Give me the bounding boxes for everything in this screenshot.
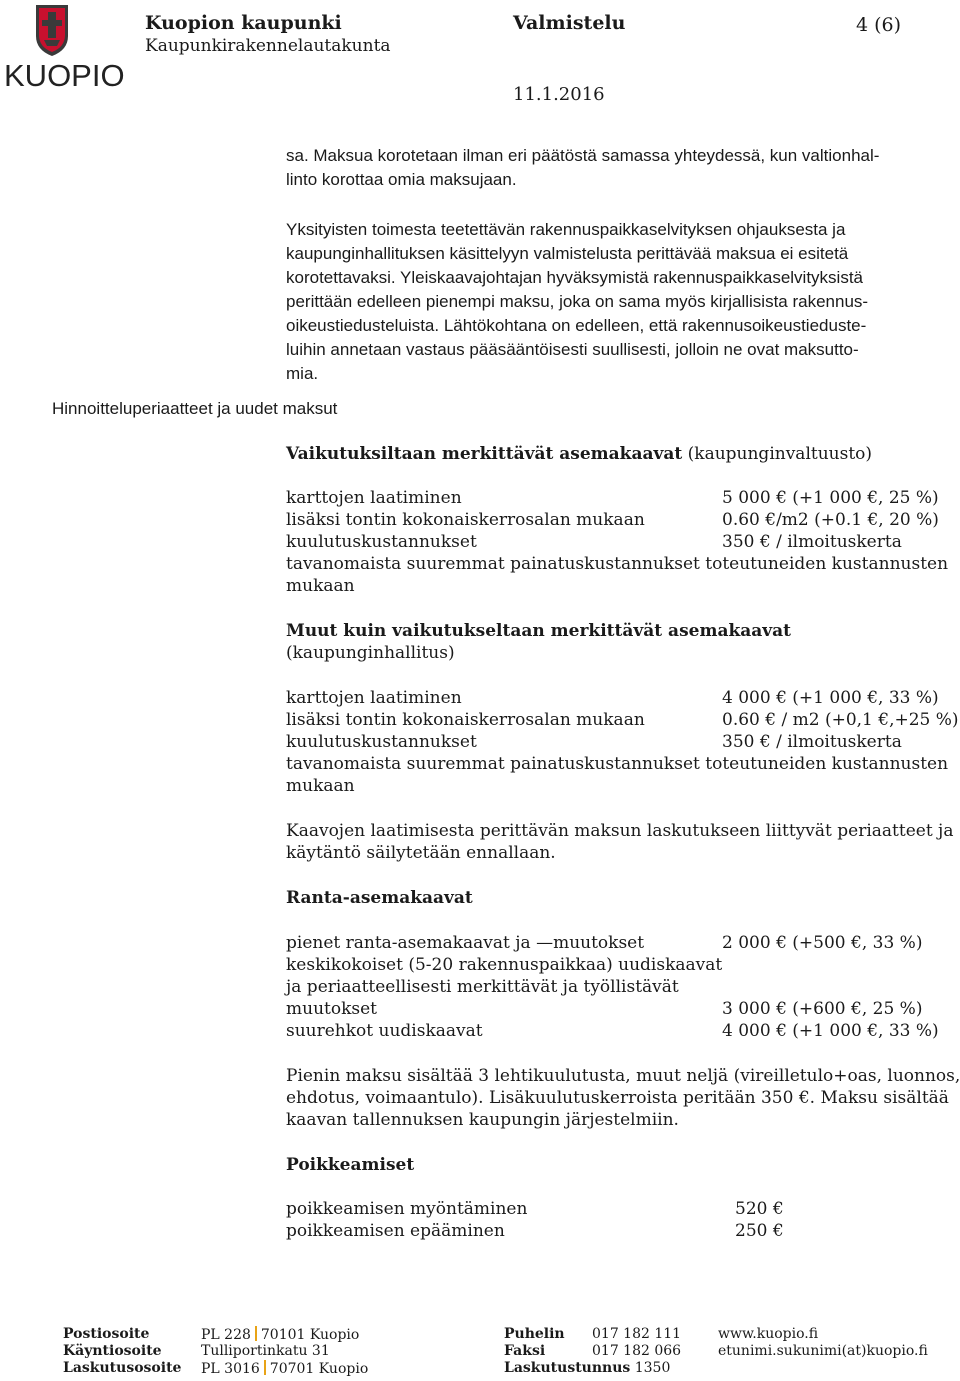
footer-postal-value <box>201 1326 359 1343</box>
section3-row-label: muutokset <box>286 999 378 1019</box>
logo-wordmark: KUOPIO <box>4 58 125 93</box>
text-line: mia. <box>286 364 319 383</box>
footer-visit-label: Käyntiosoite <box>63 1343 162 1359</box>
section4-row-value: 250 € <box>735 1221 784 1241</box>
document-date: 11.1.2016 <box>513 84 605 105</box>
section1-row-label: lisäksi tontin kokonaiskerrosalan mukaan <box>286 510 645 530</box>
footer-phone-value: 017 182 111 <box>592 1326 682 1342</box>
text-line: korotettavaksi. Yleiskaavajohtajan hyväksymistä rakennuspaikkaselvityksistä <box>286 268 864 287</box>
section2-row-value: 4 000 € (+1 000 €, 33 %) <box>722 688 939 708</box>
text-line: sa. Maksua korotetaan ilman eri päätöstä samassa yhteydessä, kun valtionhal- <box>286 146 880 165</box>
section2-row-label: kuulutuskustannukset <box>286 732 477 752</box>
text-line: perittään edelleen pienempi maksu, joka on sama myös kirjallisista rakennus- <box>286 292 869 311</box>
section3-row-value: 2 000 € (+500 €, 33 %) <box>722 933 923 953</box>
section4-row-label: poikkeamisen myöntäminen <box>286 1199 528 1219</box>
separator-bar <box>255 1326 257 1341</box>
footer-email-link[interactable]: etunimi.sukunimi(at)kuopio.fi <box>718 1343 928 1359</box>
footer-fax-value: 017 182 066 <box>592 1343 682 1359</box>
section2-subheading: (kaupunginhallitus) <box>286 643 455 663</box>
section2-row-value: 0.60 € / m2 (+0,1 €,+25 %) <box>722 710 959 730</box>
footer-phone-label: Puhelin <box>504 1326 565 1342</box>
section2-heading: Muut kuin vaikutukseltaan merkittävät asemakaavat <box>286 621 792 641</box>
section1-note-line: tavanomaista suuremmat painatuskustannukset toteutuneiden kustannusten <box>286 554 949 574</box>
section1-heading-bold: Vaikutuksiltaan merkittävät asemakaavat <box>286 444 683 464</box>
separator-bar <box>264 1360 266 1375</box>
footer-billing-label: Laskutusosoite <box>63 1360 182 1376</box>
footer-billing-id-value: 1350 <box>634 1360 671 1376</box>
section2-note-line: mukaan <box>286 776 355 796</box>
intro-paragraph-1 <box>286 144 958 192</box>
section3-row-value: 4 000 € (+1 000 €, 33 %) <box>722 1021 939 1041</box>
footer-postal-label: Postiosoite <box>63 1326 150 1342</box>
footer-billing-city: 70701 Kuopio <box>269 1361 369 1377</box>
section4-row-label: poikkeamisen epääminen <box>286 1221 505 1241</box>
section2-row-label: karttojen laatiminen <box>286 688 462 708</box>
section2-row-value: 350 € / ilmoituskerta <box>722 732 902 752</box>
footer-billing-id-label: Laskutustunnus <box>504 1360 631 1376</box>
section1-note-line: mukaan <box>286 576 355 596</box>
text-line: oikeustiedusteluista. Lähtökohtana on edelleen, että rakennusoikeustieduste- <box>286 316 867 335</box>
footer-fax-label: Faksi <box>504 1343 546 1359</box>
text-line: luihin annetaan vastaus pääsääntöisesti suullisesti, jolloin ne ovat maksutto- <box>286 340 859 359</box>
section3-heading: Ranta-asemakaavat <box>286 888 473 908</box>
section1-row-label: karttojen laatiminen <box>286 488 462 508</box>
page-number: 4 (6) <box>856 14 902 36</box>
footer-billing-value <box>201 1360 368 1377</box>
section2-row-label: lisäksi tontin kokonaiskerrosalan mukaan <box>286 710 645 730</box>
board-name: Kaupunkirakennelautakunta <box>145 36 391 56</box>
footer-billing-id <box>504 1360 670 1376</box>
footer-postal-box: PL 228 <box>201 1327 251 1343</box>
section3-row-label: keskikokoiset (5-20 rakennuspaikkaa) uudiskaavat <box>286 955 723 975</box>
section1-row-value: 5 000 € (+1 000 €, 25 %) <box>722 488 939 508</box>
text-line: Yksityisten toimesta teetettävän rakennuspaikkaselvityksen ohjauksesta ja <box>286 220 846 239</box>
section3-paragraph-line: ehdotus, voimaantulo). Lisäkuulutuskerroista peritään 350 €. Maksu sisältää <box>286 1088 949 1108</box>
section4-row-value: 520 € <box>735 1199 784 1219</box>
organization-name: Kuopion kaupunki <box>145 12 342 34</box>
footer-billing-box: PL 3016 <box>201 1361 260 1377</box>
text-line: kaupunginhallituksen käsittelyyn valmistelusta perittävää maksua ei esitetä <box>286 244 849 263</box>
section2-paragraph-line: käytäntö säilytetään ennallaan. <box>286 843 556 863</box>
section3-row-label: pienet ranta-asemakaavat ja —muutokset <box>286 933 645 953</box>
section3-row-label: ja periaatteellisesti merkittävät ja työllistävät <box>286 977 679 997</box>
section1-heading <box>286 444 872 464</box>
intro-paragraph-2 <box>286 218 958 386</box>
side-label: Hinnoitteluperiaatteet ja uudet maksut <box>52 399 338 418</box>
section3-paragraph-line: Pienin maksu sisältää 3 lehtikuulutusta, muut neljä (vireilletulo+oas, luonnos, <box>286 1066 960 1086</box>
text-line: linto korottaa omia maksujaan. <box>286 170 517 189</box>
section2-paragraph-line: Kaavojen laatimisesta perittävän maksun laskutukseen liittyvät periaatteet ja <box>286 821 954 841</box>
footer-website-link[interactable]: www.kuopio.fi <box>718 1326 819 1342</box>
section1-row-value: 0.60 €/m2 (+0.1 €, 20 %) <box>722 510 939 530</box>
section1-heading-rest: (kaupunginvaltuusto) <box>682 444 873 464</box>
section3-row-label: suurehkot uudiskaavat <box>286 1021 483 1041</box>
section4-heading: Poikkeamiset <box>286 1155 415 1175</box>
section2-note-line: tavanomaista suuremmat painatuskustannukset toteutuneiden kustannusten <box>286 754 949 774</box>
section1-row-value: 350 € / ilmoituskerta <box>722 532 902 552</box>
section3-row-value: 3 000 € (+600 €, 25 %) <box>722 999 923 1019</box>
footer-postal-city: 70101 Kuopio <box>260 1327 360 1343</box>
document-status: Valmistelu <box>513 12 626 34</box>
section3-paragraph-line: kaavan tallennuksen kaupungin järjestelmiin. <box>286 1110 679 1130</box>
footer-visit-value: Tulliportinkatu 31 <box>201 1343 330 1359</box>
section1-row-label: kuulutuskustannukset <box>286 532 477 552</box>
